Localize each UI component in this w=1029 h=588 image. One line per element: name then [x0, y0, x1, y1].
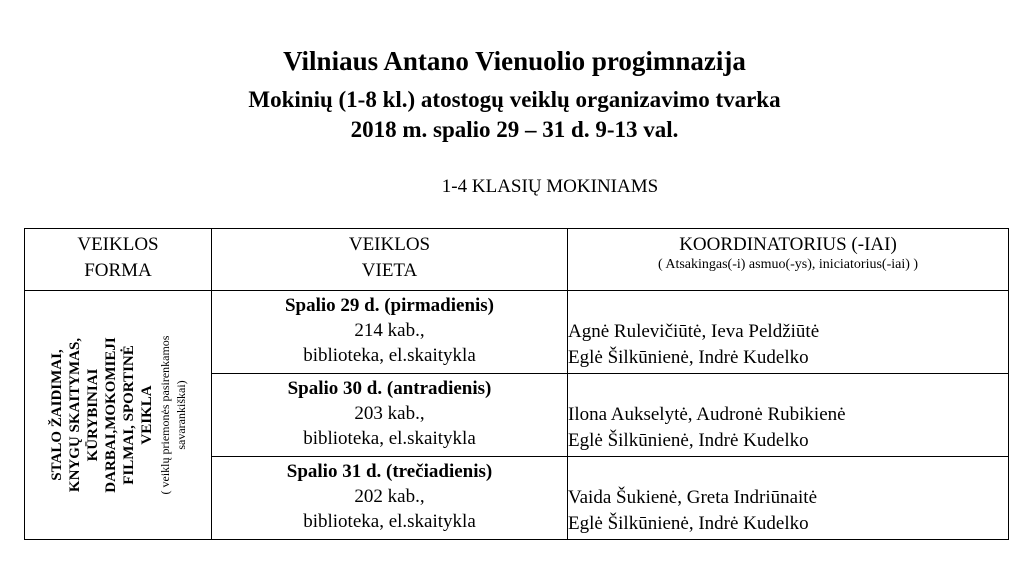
- coordinator-line: Vaida Šukienė, Greta Indriūnaitė: [568, 487, 818, 508]
- header-coord-note: ( Atsakingas(-i) asmuo(-ys), iniciatorius(-iai) ): [657, 257, 919, 272]
- form-note-line: ( veiklų priemonės pasirenkamos: [158, 335, 172, 495]
- schedule-table: [24, 228, 1009, 540]
- table-row: [25, 291, 1009, 374]
- coordinator-line: Ilona Aukselytė, Audronė Rubikienė: [568, 404, 846, 425]
- header-form-line-1: VEIKLOS: [77, 234, 159, 255]
- place-label: biblioteka, el.skaitykla: [303, 511, 476, 532]
- day-label: Spalio 29 d. (pirmadienis): [284, 295, 495, 316]
- form-line: KNYGŲ SKAITYMAS,: [67, 337, 83, 493]
- form-note-line: savarankiškai): [174, 380, 188, 450]
- table-header-row: [25, 229, 1009, 291]
- place-label: biblioteka, el.skaitykla: [303, 345, 476, 366]
- place-cell: [212, 457, 568, 540]
- activity-form-vertical-text: [48, 295, 188, 535]
- header-form-line-2: FORMA: [84, 260, 152, 281]
- document-subtitle: Mokinių (1-8 kl.) atostogų veiklų organizavimo tvarka: [248, 87, 781, 112]
- room-label: 203 kab.,: [354, 403, 425, 424]
- form-line: STALO ŽAIDIMAI,: [49, 349, 65, 481]
- place-label: biblioteka, el.skaitykla: [303, 428, 476, 449]
- school-title: Vilniaus Antano Vienuolio progimnazija: [283, 46, 746, 76]
- place-cell: [212, 374, 568, 457]
- header-activity-place: [212, 229, 568, 291]
- header-activity-form: [25, 229, 212, 291]
- day-label: Spalio 30 d. (antradienis): [287, 378, 492, 399]
- coordinator-line: Eglė Šilkūnienė, Indrė Kudelko: [568, 430, 809, 451]
- coordinator-line: Eglė Šilkūnienė, Indrė Kudelko: [568, 347, 809, 368]
- coordinators-cell: [568, 457, 1009, 540]
- room-label: 202 kab.,: [354, 486, 425, 507]
- date-range: 2018 m. spalio 29 – 31 d. 9-13 val.: [350, 117, 679, 142]
- header-coordinators: [568, 229, 1009, 291]
- header-coord-label: KOORDINATORIUS (-IAI): [679, 234, 897, 255]
- header-place-line-1: VEIKLOS: [348, 234, 431, 255]
- coordinator-line: Agnė Rulevičiūtė, Ieva Peldžiūtė: [568, 321, 820, 342]
- day-label: Spalio 31 d. (trečiadienis): [286, 461, 493, 482]
- form-line: DARBAI,MOKOMIEJI: [103, 337, 119, 493]
- room-label: 214 kab.,: [354, 320, 425, 341]
- header-place-line-2: VIETA: [361, 260, 418, 281]
- coordinator-line: Eglė Šilkūnienė, Indrė Kudelko: [568, 513, 809, 534]
- activity-form-cell: [25, 291, 212, 540]
- form-line: VEIKLA: [139, 385, 155, 445]
- place-cell: [212, 291, 568, 374]
- coordinators-cell: [568, 374, 1009, 457]
- section-title: 1-4 KLASIŲ MOKINIAMS: [441, 176, 659, 197]
- coordinators-cell: [568, 291, 1009, 374]
- form-line: FILMAI, SPORTINĖ: [121, 345, 137, 485]
- form-line: KŪRYBINIAI: [85, 368, 101, 462]
